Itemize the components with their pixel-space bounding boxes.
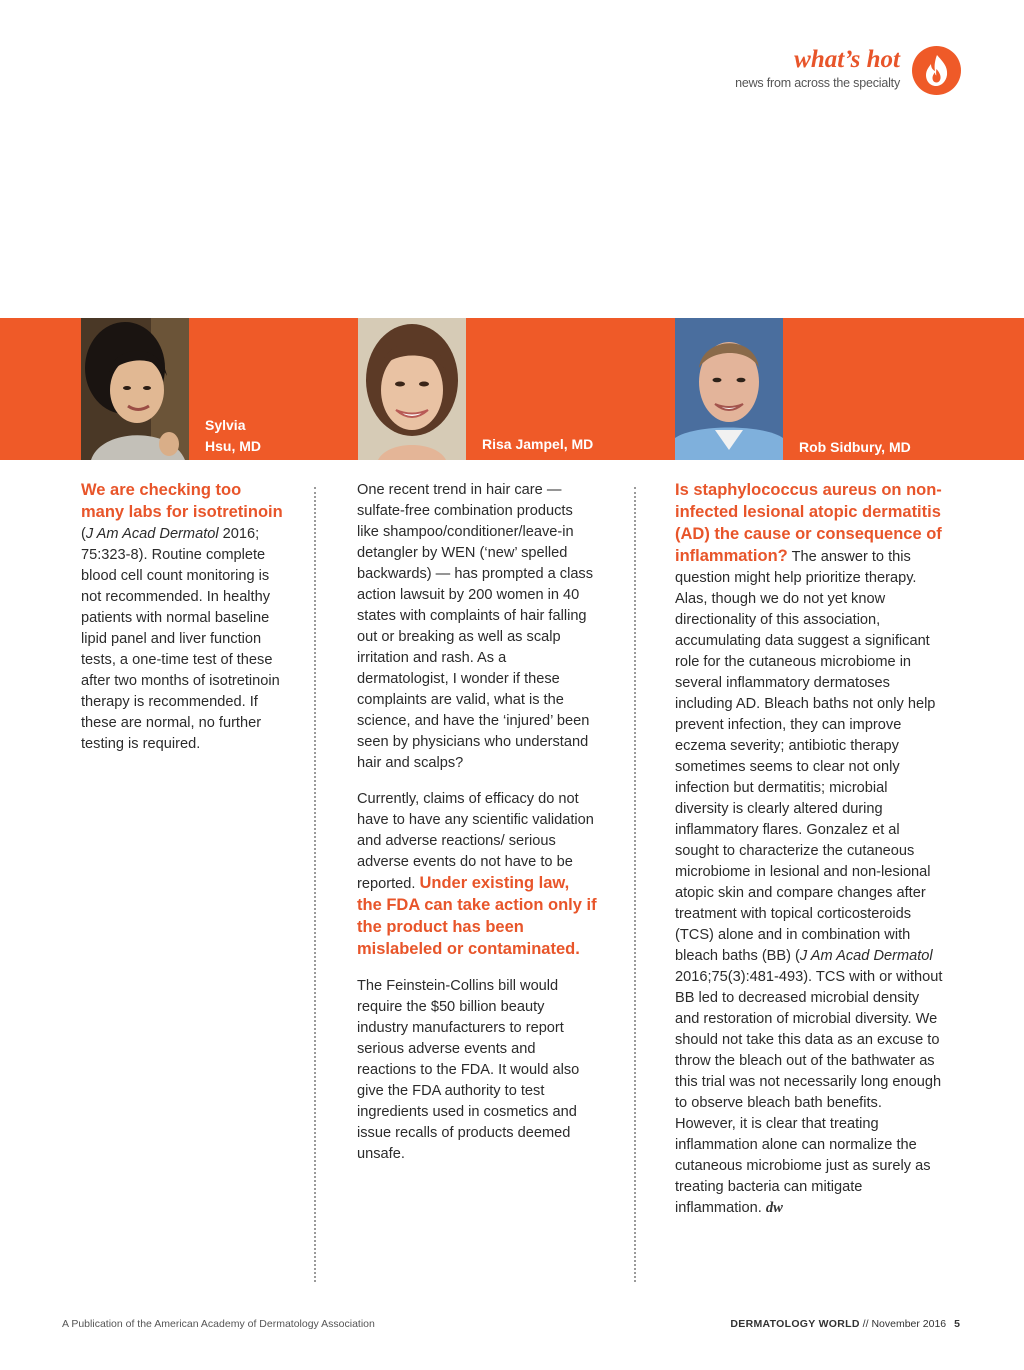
column-divider bbox=[314, 487, 316, 1282]
author-photo-sylvia-hsu bbox=[81, 318, 189, 460]
column-hair-care bbox=[357, 480, 597, 1180]
column-3-body: The answer to this question might help prioritize therapy. Alas, though we do not yet know directionality of this association, accumulating data suggest a significant role for the cutaneous microbiome in several inflammatory dermatoses including AD. Bleach baths not only help prevent infection, they can improve eczema severity; antibiotic therapy sometimes seems to clear not only infection but dermatitis; microbial diversity is clearly altered during inflammatory flares. Gonzalez et al sought to characterize the cutaneous microbiome in lesional and non-lesional atopic skin and compare changes after treatment with topical corticosteroids (TCS) alone and in combination with bleach baths (BB) ( bbox=[675, 549, 936, 964]
column-3-citation-journal: J Am Acad Dermatol bbox=[799, 948, 933, 964]
column-divider bbox=[634, 487, 636, 1282]
page-number: 5 bbox=[954, 1318, 960, 1330]
author-name-sylvia-hsu: Sylvia Hsu, MD bbox=[205, 417, 261, 454]
author-name-rob-sidbury: Rob Sidbury, MD bbox=[799, 439, 911, 455]
column-2-paragraph-1: One recent trend in hair care — sulfate-free combination products like shampoo/conditioner/leave-in detangler by WEN (‘new’ spelled backwards) — has prompted a class action lawsuit by 200 women in 40 states with complaints of hair falling out or breaking as well as scalp irritation and rash. As a dermatologist, I wonder if these complaints are valid, what is the science, and have the ‘injured’ been seen by physicians who understand hair and scalps? bbox=[357, 482, 594, 771]
footer-folio: DERMATOLOGY WORLD // November 2016 5 bbox=[730, 1318, 960, 1330]
column-1-text: We are checking too many labs for isotretinoin (J Am Acad Dermatol 2016; 75:323-8). Routine complete blood cell count monitoring is not recommended. In healthy patients with normal baseline lipid panel and liver function tests, a one-time test of these after two months of isotretinoin therapy is recommended. If these are normal, no further testing is required. bbox=[81, 481, 283, 752]
column-1-body: Routine complete blood cell count monitoring is not recommended. In healthy patients with normal baseline lipid panel and liver function tests, a one-time test of these after two months of isotretinoin therapy is recommended. If these are normal, no further testing is required. bbox=[81, 547, 280, 752]
footer-magazine: DERMATOLOGY WORLD bbox=[730, 1318, 860, 1330]
footer-publication-line: A Publication of the American Academy of Dermatology Association bbox=[62, 1318, 375, 1330]
column-1-citation-journal: J Am Acad Dermatol bbox=[85, 526, 219, 542]
footer-issue: November 2016 bbox=[871, 1318, 947, 1330]
column-1-heading: We are checking too many labs for isotretinoin bbox=[81, 481, 283, 521]
author-name-risa-jampel: Risa Jampel, MD bbox=[482, 436, 594, 452]
section-title: what’s hot bbox=[794, 46, 900, 73]
column-atopic-dermatitis bbox=[675, 480, 943, 1234]
flame-icon bbox=[912, 46, 961, 95]
section-subtitle: news from across the specialty bbox=[735, 76, 900, 90]
author-photo-rob-sidbury bbox=[675, 318, 783, 460]
column-2-paragraph-3: The Feinstein-Collins bill would require the $50 billion beauty industry manufacturers to report serious adverse events and reactions to the FDA. It would also give the FDA authority to test ingredients used in cosmetics and issue recalls of products deemed unsafe. bbox=[357, 978, 580, 1162]
column-2-highlight: Under existing law, the FDA can take action only if the product has been mislabeled or contaminated. bbox=[357, 874, 597, 958]
column-isotretinoin bbox=[81, 480, 286, 770]
column-3-heading: Is staphylococcus aureus on non-infected lesional atopic dermatitis (AD) the cause or consequence of inflammation? bbox=[675, 481, 942, 565]
column-3-text: Is staphylococcus aureus on non-infected lesional atopic dermatitis (AD) the cause or consequence of inflammation? The answer to this question might help prioritize therapy. Alas, though we do not yet know directionality of this association, accumulating data suggest a significant role for the cutaneous microbiome in several inflammatory dermatoses including AD. Bleach baths not only help prevent infection, they can improve eczema severity; antibiotic therapy sometimes seems to clear not only infection but dermatitis; microbial diversity is clearly altered during inflammatory flares. Gonzalez et al sought to characterize the cutaneous microbiome in lesional and non-lesional atopic skin and compare changes after treatment with topical corticosteroids (TCS) alone and in combination with bleach baths (BB) (J Am Acad Dermatol 2016;75(3):481-493). TCS with or without BB led to decreased microbial density and restoration of microbial diversity. We should not take this data as an excuse to throw the bleach out of the bathwater as this trial was not necessarily long enough to observe bleach bath benefits. However, it is clear that treating inflammation alone can normalize the cutaneous microbiome just as surely as treating bacteria can mitigate inflammation. dw bbox=[675, 481, 943, 1216]
author-photo-risa-jampel bbox=[358, 318, 466, 460]
end-signature: dw bbox=[765, 1200, 783, 1216]
column-2-paragraph-2: Currently, claims of efficacy do not have to have any scientific validation and adverse reactions/ serious adverse events do not have to be reported. Under existing law, the FDA can take action only if the product has been mislabeled or contaminated. bbox=[357, 791, 597, 958]
